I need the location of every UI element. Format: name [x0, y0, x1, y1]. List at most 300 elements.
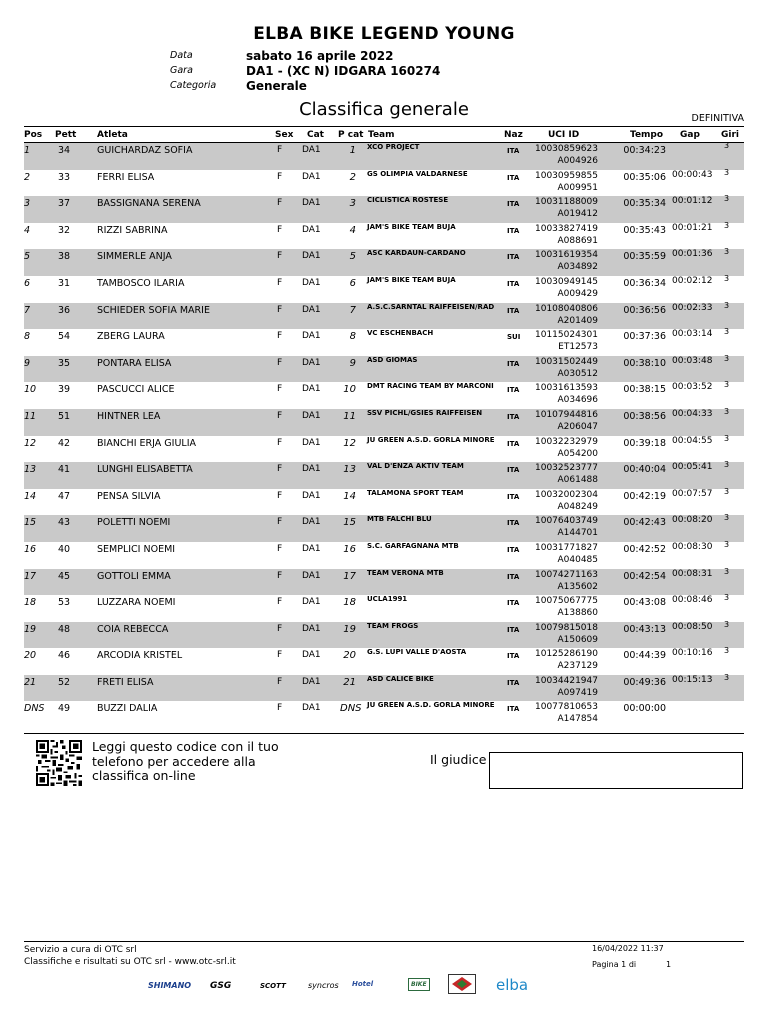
cell-atleta: SCHIEDER SOFIA MARIE — [97, 304, 210, 316]
uci-number: 10031619354 — [535, 250, 598, 261]
cell-pcat: 11 — [343, 410, 356, 422]
table-row — [24, 701, 744, 728]
table-row — [24, 515, 744, 542]
uci-number: 10074271163 — [535, 569, 598, 580]
cell-pcat: 1 — [349, 145, 356, 156]
cell-naz: ITA — [507, 466, 520, 475]
cell-uci — [526, 542, 598, 566]
table-row — [24, 167, 744, 197]
cell-atleta: PONTARA ELISA — [97, 357, 172, 369]
meta-value: DA1 - (XC N) IDGARA 160274 — [246, 63, 441, 78]
cell-tempo: 00:36:56 — [623, 304, 666, 316]
sponsor-shimano-logo: SHIMANO — [148, 981, 192, 990]
cell-giri: 3 — [724, 433, 730, 443]
col-pett: Pett — [55, 130, 77, 140]
cell-pos: 20 — [24, 650, 37, 662]
cell-team: JAM'S BIKE TEAM BUJA — [367, 222, 456, 231]
meta-row-categoria — [170, 78, 440, 93]
cell-gap: 00:02:12 — [672, 275, 713, 286]
cell-pos: 15 — [24, 517, 37, 529]
cell-uci — [526, 409, 598, 433]
sponsor-bike-logo: BIKE — [408, 978, 430, 991]
cell-pos: 8 — [24, 331, 31, 343]
cell-naz: ITA — [507, 253, 520, 262]
cell-gap: 00:04:55 — [672, 435, 713, 446]
table-row — [24, 329, 744, 356]
cell-pos: 6 — [24, 277, 31, 289]
cell-sex: F — [277, 437, 283, 448]
cell-cat: DA1 — [302, 464, 321, 475]
cell-pett: 31 — [58, 277, 71, 289]
cell-pcat: 3 — [349, 198, 356, 210]
sponsor-scott-logo: SCOTT — [260, 982, 286, 990]
status-label: DEFINITIVA — [691, 113, 744, 124]
cell-pett: 33 — [58, 171, 71, 183]
cell-team: ASC KARDAUN-CARDANO — [367, 249, 466, 258]
cell-cat: DA1 — [302, 703, 321, 714]
cell-cat: DA1 — [302, 145, 321, 155]
cell-giri: 3 — [724, 167, 730, 177]
cell-pcat: 13 — [343, 464, 356, 476]
uci-code: A048249 — [557, 501, 598, 512]
cell-atleta: GUICHARDAZ SOFIA — [97, 145, 193, 156]
cell-team: XCO PROJECT — [367, 143, 420, 151]
cell-gap: 00:01:12 — [672, 196, 713, 207]
uci-code: A040485 — [557, 554, 598, 565]
cell-sex: F — [277, 517, 283, 528]
cell-gap: 00:08:46 — [672, 595, 713, 606]
cell-uci — [526, 382, 598, 406]
cell-uci — [526, 276, 598, 300]
page-total: 1 — [666, 960, 672, 969]
cell-cat: DA1 — [302, 331, 321, 342]
cell-team: VC ESCHENBACH — [367, 329, 434, 338]
cell-pett: 34 — [58, 145, 71, 156]
cell-cat: DA1 — [302, 224, 321, 235]
cell-naz: ITA — [507, 625, 520, 634]
table-row — [24, 220, 744, 250]
cell-gap: 00:08:30 — [672, 541, 713, 552]
cell-team: GS OLIMPIA VALDARNESE — [367, 169, 468, 178]
uci-code: A061488 — [557, 475, 598, 486]
col-atleta: Atleta — [97, 130, 128, 140]
uci-number: 10032232979 — [535, 436, 598, 447]
judge-label: Il giudice — [430, 752, 487, 767]
table-row — [24, 619, 744, 649]
cell-sex: F — [277, 623, 283, 634]
cell-naz: ITA — [507, 147, 520, 155]
race-meta — [170, 48, 440, 93]
uci-number: 10031613593 — [535, 383, 598, 394]
cell-atleta: BIANCHI ERJA GIULIA — [97, 437, 196, 449]
cell-sex: F — [277, 597, 283, 608]
cell-sex: F — [277, 676, 283, 687]
uci-code: A206047 — [557, 421, 598, 432]
uci-code: A150609 — [557, 634, 598, 645]
cell-cat: DA1 — [302, 171, 321, 182]
cell-naz: ITA — [507, 386, 520, 395]
cell-pett: 39 — [58, 384, 71, 396]
classification-title: Classifica generale — [299, 99, 469, 120]
cell-naz: ITA — [507, 173, 520, 182]
cell-cat: DA1 — [302, 251, 321, 262]
divider — [24, 733, 744, 734]
cell-pett: 52 — [58, 676, 71, 688]
cell-cat: DA1 — [302, 277, 321, 288]
cell-cat: DA1 — [302, 676, 321, 687]
cell-giri: 3 — [724, 247, 730, 257]
results-table — [24, 127, 744, 728]
cell-cat: DA1 — [302, 490, 321, 501]
cell-giri: 3 — [724, 300, 730, 310]
cell-giri: 3 — [724, 327, 730, 337]
cell-giri: 3 — [724, 646, 730, 656]
cell-giri: 3 — [724, 672, 730, 682]
col-giri: Giri — [721, 130, 739, 140]
uci-number: 10031188009 — [535, 197, 598, 208]
col-gap: Gap — [680, 130, 700, 140]
cell-tempo: 00:35:43 — [623, 224, 666, 236]
cell-naz: ITA — [507, 412, 520, 421]
cell-uci — [526, 436, 598, 460]
cell-gap: 00:01:21 — [672, 222, 713, 233]
qr-instructions: Leggi questo codice con il tuo telefono per accedere alla classifica on-line — [92, 739, 279, 783]
cell-atleta: ZBERG LAURA — [97, 331, 165, 343]
uci-code: A135602 — [557, 581, 598, 592]
meta-label: Gara — [170, 65, 193, 76]
uci-code: A034892 — [557, 262, 598, 273]
footer-service-line: Servizio a cura di OTC srl — [24, 945, 137, 955]
uci-number: 10030959855 — [535, 170, 598, 181]
cell-cat: DA1 — [302, 304, 321, 315]
table-row — [24, 648, 744, 675]
cell-tempo: 00:42:52 — [623, 543, 666, 555]
uci-number: 10115024301 — [535, 330, 598, 341]
cell-pos: 19 — [24, 623, 37, 635]
cell-pett: 47 — [58, 490, 71, 502]
uci-number: 10075067775 — [535, 596, 598, 607]
uci-number: 10076403749 — [535, 516, 598, 527]
cell-atleta: PASCUCCI ALICE — [97, 384, 175, 396]
qr-code-icon[interactable] — [36, 740, 82, 786]
cell-pcat: 2 — [349, 171, 356, 183]
cell-pcat: 4 — [349, 224, 356, 236]
cell-giri: 3 — [724, 380, 730, 390]
table-row — [24, 539, 744, 569]
table-row — [24, 406, 744, 436]
cell-tempo: 00:42:43 — [623, 517, 666, 529]
cell-pcat: 17 — [343, 570, 356, 582]
cell-uci — [526, 675, 598, 699]
cell-gap: 00:15:13 — [672, 674, 713, 685]
col-uci: UCI ID — [548, 130, 580, 140]
cell-sex: F — [277, 224, 283, 235]
table-row — [24, 273, 744, 303]
cell-cat: DA1 — [302, 437, 321, 448]
meta-row-data — [170, 48, 440, 63]
cell-pcat: 12 — [343, 437, 356, 449]
sponsor-elba-logo: elba — [496, 976, 529, 994]
cell-atleta: BASSIGNANA SERENA — [97, 198, 201, 210]
cell-gap: 00:08:31 — [672, 568, 713, 579]
cell-pcat: 8 — [349, 331, 356, 343]
cell-tempo: 00:35:06 — [623, 171, 666, 183]
cell-pett: 53 — [58, 597, 71, 609]
uci-number: 10107944816 — [535, 409, 598, 420]
cell-giri: 3 — [724, 406, 730, 416]
cell-atleta: POLETTI NOEMI — [97, 517, 171, 529]
table-body — [24, 143, 744, 728]
cell-uci — [526, 622, 598, 646]
cell-pett: 43 — [58, 517, 71, 529]
regional-flag-icon — [448, 974, 476, 994]
cell-tempo: 00:49:36 — [623, 676, 666, 688]
cell-gap: 00:07:57 — [672, 488, 713, 499]
cell-tempo: 00:38:56 — [623, 410, 666, 422]
table-row — [24, 249, 744, 276]
uci-code: A147854 — [557, 714, 598, 725]
cell-team: JAM'S BIKE TEAM BUJA — [367, 275, 456, 284]
cell-tempo: 00:35:34 — [623, 198, 666, 210]
uci-code: A009429 — [557, 288, 598, 299]
cell-uci — [526, 303, 598, 327]
cell-sex: F — [277, 490, 283, 501]
cell-naz: ITA — [507, 279, 520, 288]
cell-naz: ITA — [507, 439, 520, 448]
uci-code: A034696 — [557, 395, 598, 406]
cell-gap: 00:05:41 — [672, 462, 713, 473]
meta-row-gara — [170, 63, 440, 78]
cell-pett: 45 — [58, 570, 71, 582]
uci-number: 10030949145 — [535, 276, 598, 287]
cell-cat: DA1 — [302, 650, 321, 661]
cell-uci — [526, 196, 598, 220]
sponsor-logos — [140, 972, 560, 998]
cell-uci — [526, 356, 598, 380]
cell-pett: 48 — [58, 623, 71, 635]
cell-atleta: RIZZI SABRINA — [97, 224, 168, 236]
cell-team: JU GREEN A.S.D. GORLA MINORE — [367, 435, 495, 444]
uci-code: A009951 — [557, 182, 598, 193]
uci-code: A237129 — [557, 661, 598, 672]
cell-pett: 35 — [58, 357, 71, 369]
cell-naz: ITA — [507, 226, 520, 235]
cell-naz: ITA — [507, 652, 520, 661]
cell-gap: 00:10:16 — [672, 648, 713, 659]
cell-atleta: ARCODIA KRISTEL — [97, 650, 183, 662]
cell-team: ASD GIOMAS — [367, 355, 418, 364]
uci-code: A097419 — [557, 687, 598, 698]
cell-pos: 10 — [24, 384, 37, 396]
table-row — [24, 566, 744, 596]
judge-signature-box — [489, 752, 743, 789]
cell-atleta: HINTNER LEA — [97, 410, 161, 422]
cell-pos: 5 — [24, 251, 31, 263]
cell-naz: ITA — [507, 545, 520, 554]
col-sex: Sex — [275, 130, 294, 140]
cell-tempo: 00:40:04 — [623, 464, 666, 476]
uci-number: 10077810653 — [535, 702, 598, 713]
col-pos: Pos — [24, 130, 43, 140]
divider — [24, 941, 744, 942]
cell-pos: 9 — [24, 357, 31, 369]
cell-giri: 3 — [724, 539, 730, 549]
cell-pett: 49 — [58, 703, 71, 715]
cell-pcat: 16 — [343, 543, 356, 555]
col-cat: Cat — [307, 130, 324, 140]
meta-value: Generale — [246, 78, 307, 93]
cell-giri: 3 — [724, 566, 730, 576]
cell-gap: 00:08:50 — [672, 621, 713, 632]
cell-atleta: COIA REBECCA — [97, 623, 169, 635]
cell-tempo: 00:00:00 — [623, 703, 666, 715]
footer-website-line[interactable]: Classifiche e risultati su OTC srl - www.otc-srl.it — [24, 957, 236, 967]
cell-sex: F — [277, 650, 283, 661]
cell-pett: 40 — [58, 543, 71, 555]
cell-pett: 32 — [58, 224, 71, 236]
document-title: ELBA BIKE LEGEND YOUNG — [253, 24, 515, 44]
cell-uci — [526, 489, 598, 513]
uci-code: ET12573 — [558, 342, 598, 353]
col-pcat: P cat — [338, 130, 364, 140]
cell-uci — [526, 329, 598, 353]
cell-atleta: LUNGHI ELISABETTA — [97, 464, 193, 476]
cell-naz: ITA — [507, 492, 520, 501]
cell-pos: 2 — [24, 171, 31, 183]
cell-pcat: 19 — [343, 623, 356, 635]
cell-sex: F — [277, 410, 283, 421]
cell-team: G.S. LUPI VALLE D'AOSTA — [367, 648, 467, 657]
uci-number: 10033827419 — [535, 223, 598, 234]
cell-team: DMT RACING TEAM BY MARCONI — [367, 382, 494, 391]
cell-atleta: SEMPLICI NOEMI — [97, 543, 176, 555]
cell-sex: F — [277, 251, 283, 262]
col-tempo: Tempo — [630, 130, 664, 140]
cell-tempo: 00:38:15 — [623, 384, 666, 396]
cell-team: TEAM VERONA MTB — [367, 568, 444, 577]
cell-atleta: TAMBOSCO ILARIA — [97, 277, 185, 289]
cell-pett: 46 — [58, 650, 71, 662]
cell-atleta: SIMMERLE ANJA — [97, 251, 172, 263]
cell-pos: 12 — [24, 437, 37, 449]
cell-gap: 00:04:33 — [672, 408, 713, 419]
cell-cat: DA1 — [302, 357, 321, 368]
cell-pcat: 9 — [349, 357, 356, 369]
table-row — [24, 143, 744, 170]
col-naz: Naz — [504, 130, 523, 140]
cell-uci — [526, 515, 598, 539]
cell-pcat: 18 — [343, 597, 356, 609]
cell-giri: 3 — [724, 593, 730, 603]
table-row — [24, 300, 744, 330]
sponsor-syncros-logo: syncros — [308, 981, 339, 990]
cell-sex: F — [277, 304, 283, 315]
cell-pos: DNS — [24, 703, 45, 715]
cell-pcat: 5 — [349, 251, 356, 263]
cell-naz: ITA — [507, 306, 520, 315]
cell-team: CICLISTICA ROSTESE — [367, 196, 449, 205]
uci-code: A144701 — [557, 528, 598, 539]
cell-atleta: FRETI ELISA — [97, 676, 154, 688]
meta-label: Data — [170, 50, 193, 61]
cell-sex: F — [277, 198, 283, 209]
cell-pett: 54 — [58, 331, 71, 343]
cell-uci — [526, 170, 598, 194]
cell-uci — [526, 701, 598, 725]
cell-pcat: 6 — [349, 277, 356, 289]
cell-team: SSV PICHL/GSIES RAIFFEISEN — [367, 408, 483, 417]
table-row — [24, 196, 744, 223]
cell-pos: 21 — [24, 676, 37, 688]
cell-uci — [526, 595, 598, 619]
cell-giri: 3 — [724, 486, 730, 496]
uci-number: 10032002304 — [535, 489, 598, 500]
cell-team: JU GREEN A.S.D. GORLA MINORE — [367, 701, 495, 710]
cell-atleta: PENSA SILVIA — [97, 490, 161, 502]
cell-tempo: 00:39:18 — [623, 437, 666, 449]
sponsor-gsg-logo: GSG — [210, 981, 232, 991]
cell-tempo: 00:35:59 — [623, 251, 666, 263]
cell-team: MTB FALCHI BLU — [367, 515, 432, 524]
cell-naz: ITA — [507, 200, 520, 209]
uci-code: A004926 — [557, 156, 598, 166]
cell-pett: 42 — [58, 437, 71, 449]
cell-uci — [526, 462, 598, 486]
uci-code: A054200 — [557, 448, 598, 459]
cell-atleta: BUZZI DALIA — [97, 703, 158, 715]
cell-cat: DA1 — [302, 623, 321, 634]
uci-number: 10031771827 — [535, 542, 598, 553]
cell-giri: 3 — [724, 220, 730, 230]
cell-team: TALAMONA SPORT TEAM — [367, 488, 464, 497]
cell-cat: DA1 — [302, 517, 321, 528]
cell-pos: 11 — [24, 410, 37, 422]
cell-pos: 17 — [24, 570, 37, 582]
cell-naz: ITA — [507, 599, 520, 608]
cell-sex: F — [277, 543, 283, 554]
cell-uci — [526, 223, 598, 247]
uci-code: A019412 — [557, 209, 598, 220]
cell-giri: 3 — [724, 619, 730, 629]
cell-tempo: 00:43:13 — [623, 623, 666, 635]
table-row — [24, 433, 744, 463]
uci-code: A201409 — [557, 315, 598, 326]
sponsor-hotel-logo: Hotel — [352, 980, 374, 988]
cell-giri: 3 — [724, 141, 730, 150]
table-row — [24, 382, 744, 409]
cell-gap: 00:00:43 — [672, 169, 713, 180]
cell-sex: F — [277, 171, 283, 182]
cell-naz: ITA — [507, 359, 520, 368]
cell-pcat: 15 — [343, 517, 356, 529]
cell-gap: 00:01:36 — [672, 249, 713, 260]
table-row — [24, 486, 744, 516]
uci-number: 10125286190 — [535, 649, 598, 660]
cell-sex: F — [277, 384, 283, 395]
cell-giri: 3 — [724, 194, 730, 204]
cell-naz: ITA — [507, 572, 520, 581]
cell-pett: 51 — [58, 410, 71, 422]
cell-pcat: 7 — [349, 304, 356, 316]
cell-naz: ITA — [507, 519, 520, 528]
cell-uci — [526, 143, 598, 167]
cell-pos: 7 — [24, 304, 31, 316]
cell-pos: 16 — [24, 543, 37, 555]
table-header — [24, 127, 744, 143]
cell-atleta: GOTTOLI EMMA — [97, 570, 171, 582]
cell-giri: 3 — [724, 513, 730, 523]
cell-tempo: 00:42:54 — [623, 570, 666, 582]
